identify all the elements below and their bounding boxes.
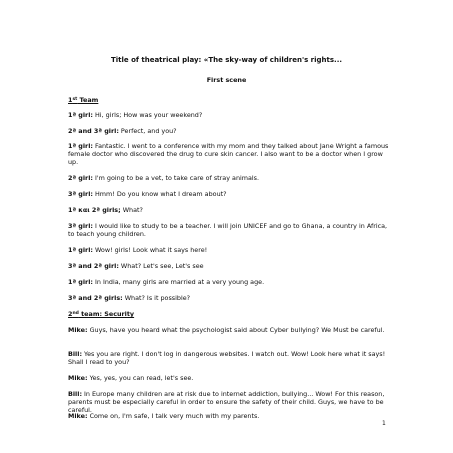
dialogue-line: 3ª and 2ª girls: What? Is it possible?	[68, 294, 191, 302]
page-number: 1	[382, 420, 386, 427]
play-title: Title of theatrical play: «The sky-way of children's rights...	[110, 56, 343, 64]
dialogue-line: 1ª girl: In India, many girls are married at a very young age.	[68, 278, 265, 286]
dialogue-line: Bill: In Europe many children are at risk due to internet addiction, bullying... Wow! For this reason, parents must be especially careful in order to ensure the safety of their child. Guys, we have to be careful.	[68, 390, 385, 414]
dialogue-line: Bill: Yes you are right. I don't log in dangerous websites. I watch out. Wow! Look here what it says! Shall I read to you?	[68, 350, 386, 366]
dialogue-line: 3ª and 2ª girl: What? Let's see, Let's see	[68, 262, 204, 270]
dialogue-line: Mike: Guys, have you heard what the psychologist said about Cyber bullying? We Must be careful.	[68, 326, 385, 334]
dialogue-line: 1ª και 2ª girls; What?	[68, 206, 143, 214]
team-2-heading: 2nd team: Security	[68, 310, 135, 318]
dialogue-line: 1ª girl: Fantastic. I went to a conference with my mom and they talked about Jane Wright a famous female doctor who discovered the drug to cure skin cancer. I also want to be a doctor when I grow up.	[68, 142, 389, 166]
dialogue-line: 1ª girl: Wow! girls! Look what it says here!	[68, 246, 208, 254]
dialogue-line: 2ª and 3ª girl: Perfect, and you?	[68, 127, 177, 135]
scene-heading: First scene	[206, 76, 247, 84]
dialogue-line: 3ª girl: I would like to study to be a teacher. I will join UNICEF and go to Ghana, a country in Africa, to teach young children.	[68, 222, 388, 238]
team-1-heading: 1st Team	[68, 96, 99, 104]
dialogue-line: Mike: Yes, yes, you can read, let's see.	[68, 374, 194, 382]
dialogue-line: 1ª girl: Hi, girls; How was your weekend?	[68, 111, 203, 119]
dialogue-line: Mike: Come on, I'm safe, I talk very much with my parents.	[68, 412, 260, 420]
dialogue-line: 2ª girl: I'm going to be a vet, to take care of stray animals.	[68, 174, 260, 182]
dialogue-line: 3ª girl: Hmm! Do you know what I dream about?	[68, 190, 227, 198]
